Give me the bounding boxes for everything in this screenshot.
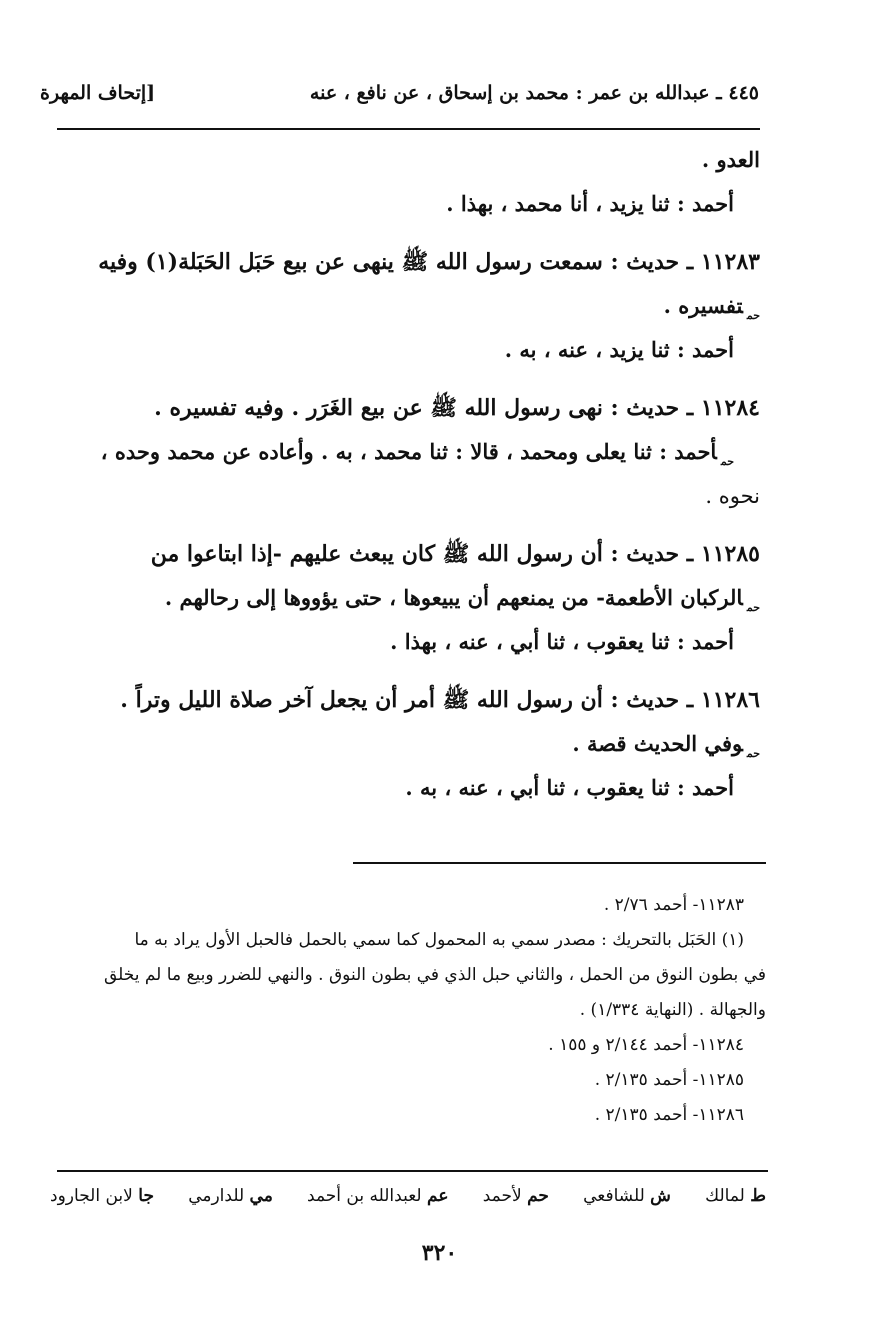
- abbreviation-label: لابن الجارود: [50, 1186, 133, 1206]
- footnote-line: ١١٢٨٦- أحمد ٢/١٣٥ .: [594, 1105, 744, 1125]
- footnote-line: ١١٢٨٥- أحمد ٢/١٣٥ .: [594, 1070, 744, 1090]
- hadith-heading-line: [48, 240, 760, 284]
- line-text: تفسيره .: [663, 293, 743, 318]
- paragraph-gap: [48, 518, 760, 532]
- abbreviation-code: مي: [249, 1186, 273, 1206]
- abbreviation-code: عم: [427, 1186, 449, 1206]
- header-divider: [57, 128, 760, 130]
- line-text: الركبان الأطعمة- من يمنعهم أن يبيعوها ، حتى يؤووها إلى رحالهم .: [164, 585, 743, 610]
- footnote-line: في بطون النوق من الحمل ، والثاني حبل الذي في بطون النوق . والنهي للضرر وبيع ما لم يخلق: [103, 965, 766, 985]
- source-siglum: حم: [746, 747, 760, 760]
- abbreviations-key: [50, 1186, 766, 1206]
- text-line: [48, 722, 760, 766]
- abbreviation-code: حم: [527, 1186, 549, 1206]
- abbreviation-label: لمالك: [705, 1186, 745, 1206]
- line-text: ١١٢٨٥ ـ حديث : أن رسول الله ﷺ كان يبعث عليهم -إذا ابتاعوا من: [150, 541, 760, 567]
- line-text: نحوه .: [705, 484, 760, 508]
- text-line: [48, 766, 760, 810]
- paragraph-gap: [48, 372, 760, 386]
- abbreviation-item: [705, 1186, 766, 1206]
- text-line: [48, 328, 760, 372]
- hadith-heading-line: [48, 532, 760, 576]
- text-line: [48, 138, 760, 182]
- line-text: أحمد : ثنا يعلى ومحمد ، قالا : ثنا محمد ، به . وأعاده عن محمد وحده ،: [100, 439, 717, 464]
- text-line: [48, 620, 760, 664]
- line-text: أحمد : ثنا يعقوب ، ثنا أبي ، عنه ، به .: [405, 775, 734, 800]
- abbreviation-label: لأحمد: [482, 1186, 522, 1206]
- abbreviation-item: [583, 1186, 671, 1206]
- text-line: [48, 182, 760, 226]
- footnotes: [50, 888, 766, 1133]
- source-siglum: حم: [746, 601, 760, 614]
- abbreviations-divider: [57, 1170, 768, 1172]
- footnote-line: ١١٢٨٤- أحمد ٢/١٤٤ و ١٥٥ .: [548, 1035, 744, 1055]
- line-text: أحمد : ثنا يزيد ، أنا محمد ، بهذا .: [446, 191, 734, 216]
- abbreviation-label: للشافعي: [583, 1186, 645, 1206]
- abbreviation-item: [307, 1186, 448, 1206]
- line-text: أحمد : ثنا يزيد ، عنه ، به .: [504, 337, 734, 362]
- line-text: ١١٢٨٣ ـ حديث : سمعت رسول الله ﷺ ينهى عن بيع حَبَل الحَبَلة(١) وفيه: [98, 249, 760, 275]
- footnote-line: والجهالة . (النهاية ١/٣٣٤) .: [579, 1000, 766, 1020]
- abbreviation-label: لعبدالله بن أحمد: [307, 1186, 422, 1206]
- hadith-heading-line: [48, 678, 760, 722]
- line-text: وفي الحديث قصة .: [572, 731, 743, 756]
- abbreviation-code: ش: [650, 1186, 671, 1206]
- source-siglum: حم: [746, 309, 760, 322]
- header-book-title: [إتحاف المهرة: [40, 82, 156, 104]
- abbreviation-label: للدارمي: [188, 1186, 245, 1206]
- hadith-heading-line: [48, 386, 760, 430]
- line-text: العدو .: [701, 147, 760, 172]
- abbreviation-item: [50, 1186, 154, 1206]
- text-line: [48, 474, 760, 518]
- paragraph-gap: [48, 226, 760, 240]
- footnote-divider: [353, 862, 766, 864]
- footnote-line: ١١٢٨٣- أحمد ٢/٧٦ .: [603, 895, 744, 915]
- line-text: ١١٢٨٦ ـ حديث : أن رسول الله ﷺ أمر أن يجعل آخر صلاة الليل وتراً .: [120, 687, 760, 713]
- text-line: [48, 430, 760, 474]
- abbreviation-code: جا: [138, 1186, 154, 1206]
- abbreviation-code: ط: [750, 1186, 766, 1206]
- line-text: ١١٢٨٤ ـ حديث : نهى رسول الله ﷺ عن بيع الغَرَر . وفيه تفسيره .: [154, 395, 760, 421]
- page-number: ٣٢٠: [421, 1240, 458, 1266]
- abbreviation-item: [483, 1186, 549, 1206]
- footnote-line: (١) الحَبَل بالتحريك : مصدر سمي به المحمول كما سمي بالحمل فالحبل الأول يراد به ما: [134, 930, 744, 950]
- source-siglum: حم: [720, 455, 734, 468]
- header-chain-title: ٤٤٥ ـ عبدالله بن عمر : محمد بن إسحاق ، عن نافع ، عنه: [309, 82, 759, 104]
- main-text: [48, 138, 760, 810]
- text-line: [48, 576, 760, 620]
- text-line: [48, 284, 760, 328]
- abbreviation-item: [188, 1186, 273, 1206]
- running-header: [40, 82, 759, 112]
- paragraph-gap: [48, 664, 760, 678]
- line-text: أحمد : ثنا يعقوب ، ثنا أبي ، عنه ، بهذا .: [390, 629, 734, 654]
